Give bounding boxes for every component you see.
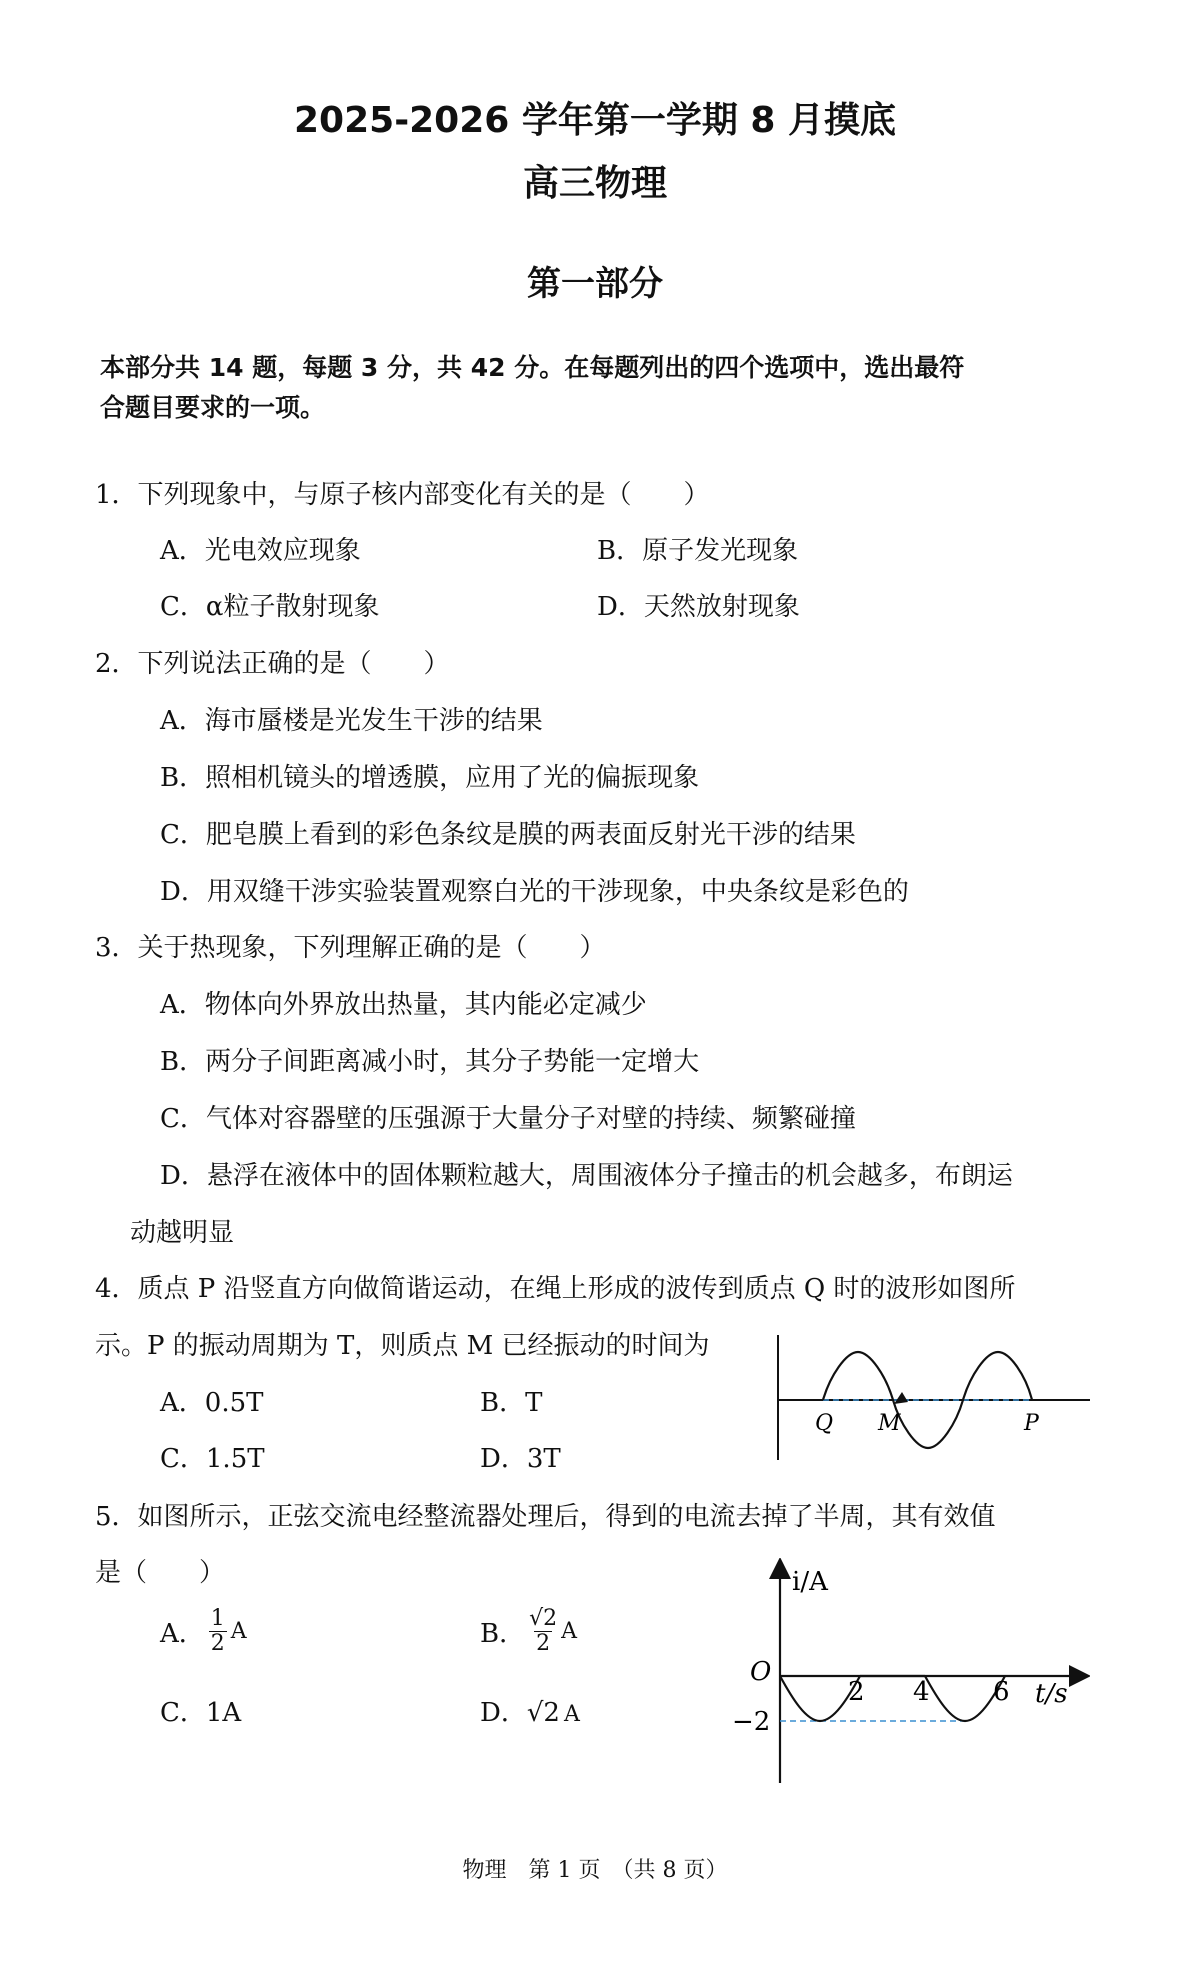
q5-option-a-prefix: A．	[160, 1619, 205, 1649]
label-p: P	[1024, 1411, 1039, 1436]
q4-option-d: D．3T	[480, 1444, 561, 1474]
question-5-stem-line-1: 5．如图所示，正弦交流电经整流器处理后，得到的电流去掉了半周，其有效值	[95, 1502, 996, 1532]
page-footer: 物理 第 1 页 （共 8 页）	[462, 1858, 728, 1883]
q1-option-d: D．天然放射现象	[597, 592, 800, 622]
q5-option-d-value: √2	[526, 1698, 560, 1728]
q5-option-b-fraction	[529, 1607, 557, 1656]
label-m: M	[878, 1411, 901, 1436]
q2-option-b: B．照相机镜头的增透膜，应用了光的偏振现象	[160, 763, 700, 793]
q5-option-a-unit: A	[230, 1619, 247, 1644]
question-4-stem-line-1: 4．质点 P 沿竖直方向做简谐运动，在绳上形成的波传到质点 Q 时的波形如图所	[95, 1274, 1016, 1304]
q5-option-b-unit: A	[561, 1619, 578, 1644]
instructions-line-1: 本部分共 14 题，每题 3 分，共 42 分。在每题列出的四个选项中，选出最符	[100, 353, 965, 382]
q2-option-a: A．海市蜃楼是光发生干涉的结果	[160, 706, 543, 736]
part-heading: 第一部分	[527, 264, 663, 304]
instructions-line-2: 合题目要求的一项。	[100, 393, 326, 422]
question-5-stem-line-2: 是（ ）	[95, 1558, 226, 1588]
q1-option-a: A．光电效应现象	[160, 536, 361, 566]
wave-figure	[770, 1330, 1100, 1470]
graph-x-label: t/s	[1035, 1679, 1068, 1709]
q1-option-b: B．原子发光现象	[597, 536, 799, 566]
q3-option-b: B．两分子间距离减小时，其分子势能一定增大	[160, 1047, 700, 1077]
q5-option-b-denominator: 2	[536, 1631, 551, 1656]
q5-option-a-fraction	[209, 1607, 227, 1656]
graph-tick-2: 2	[848, 1677, 865, 1707]
q5-option-d-prefix: D．	[480, 1698, 527, 1728]
q5-option-d	[480, 1692, 580, 1729]
q3-option-d-continued: 动越明显	[130, 1218, 235, 1248]
exam-subject: 高三物理	[522, 163, 667, 204]
label-q: Q	[815, 1411, 834, 1436]
q5-option-c: C．1A	[160, 1698, 242, 1728]
q2-option-c: C．肥皂膜上看到的彩色条纹是膜的两表面反射光干涉的结果	[160, 820, 856, 850]
question-1-stem: 1．下列现象中，与原子核内部变化有关的是（ ）	[95, 480, 710, 510]
q4-option-a: A．0.5T	[160, 1388, 264, 1418]
question-3-stem: 3．关于热现象，下列理解正确的是（ ）	[95, 933, 606, 963]
q3-option-a: A．物体向外界放出热量，其内能必定减少	[160, 990, 647, 1020]
q2-option-d: D．用双缝干涉实验装置观察白光的干涉现象，中央条纹是彩色的	[160, 877, 909, 907]
q3-option-d: D．悬浮在液体中的固体颗粒越大，周围液体分子撞击的机会越多，布朗运	[160, 1161, 1013, 1191]
q5-option-b	[480, 1607, 577, 1656]
question-4-stem-line-2: 示。P 的振动周期为 T，则质点 M 已经振动的时间为	[95, 1331, 710, 1361]
q5-option-b-numerator: √2	[529, 1606, 558, 1631]
graph-neg-label: −2	[732, 1707, 771, 1737]
wave-arrow-mark	[894, 1392, 908, 1404]
graph-y-label: i/A	[792, 1567, 828, 1597]
exam-title: 2025-2026 学年第一学期 8 月摸底	[294, 100, 896, 141]
q5-option-a	[160, 1607, 247, 1656]
q5-option-d-unit: A	[563, 1702, 580, 1727]
graph-tick-4: 4	[913, 1677, 930, 1707]
q4-option-b: B．T	[480, 1388, 543, 1418]
graph-tick-6: 6	[993, 1677, 1010, 1707]
q5-option-a-numerator: 1	[210, 1606, 225, 1631]
current-graph	[730, 1558, 1090, 1788]
q3-option-c: C．气体对容器壁的压强源于大量分子对壁的持续、频繁碰撞	[160, 1104, 856, 1134]
graph-origin-label: O	[750, 1657, 772, 1687]
q5-option-a-denominator: 2	[210, 1631, 225, 1656]
q4-option-c: C．1.5T	[160, 1444, 265, 1474]
q1-option-c: C．α粒子散射现象	[160, 592, 380, 622]
question-2-stem: 2．下列说法正确的是（ ）	[95, 649, 450, 679]
q5-option-b-prefix: B．	[480, 1619, 526, 1649]
